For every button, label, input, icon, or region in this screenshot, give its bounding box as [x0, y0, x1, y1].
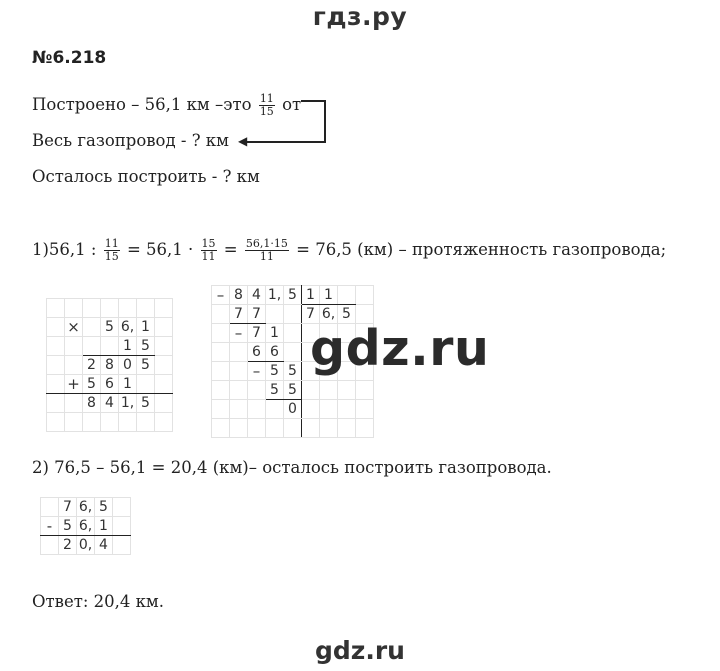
- fraction-numerator: 11: [259, 92, 274, 105]
- digit: 1,: [119, 394, 137, 413]
- fraction-11-15: [259, 93, 275, 118]
- built-text: Построено – 56,1 км –это: [32, 95, 252, 114]
- fraction-denominator: 11: [259, 250, 274, 263]
- condition-line-whole: Весь газопровод - ? км: [32, 131, 229, 150]
- digit: 8: [230, 286, 248, 305]
- bracket-bottom-line: [246, 141, 326, 143]
- multiplication-grid: [46, 298, 173, 432]
- fraction-numerator: 15: [201, 237, 216, 250]
- bracket-vertical-line: [324, 100, 326, 142]
- minus-sign: –: [212, 286, 230, 305]
- minus-sign: -: [41, 517, 59, 536]
- digit: 4: [248, 286, 266, 305]
- minus-sign: –: [248, 362, 266, 381]
- step1-result: = 76,5 (км) – протяженность газопровода;: [296, 240, 667, 259]
- digit: 4: [101, 394, 119, 413]
- digit: 5: [266, 381, 284, 400]
- digit: 8: [101, 356, 119, 375]
- digit: 5: [284, 286, 302, 305]
- digit: 1: [119, 337, 137, 356]
- bracket-top-line: [301, 100, 326, 102]
- fraction-11-15: [104, 238, 120, 263]
- digit: 2: [59, 536, 77, 555]
- digit: 5: [137, 394, 155, 413]
- fraction-numerator: 56,1·15: [245, 237, 288, 250]
- fraction-15-11: [201, 238, 217, 263]
- step1-expression: [32, 238, 666, 263]
- arrow-left-icon: ◀: [238, 134, 248, 148]
- digit: 6: [248, 343, 266, 362]
- digit: 7: [248, 305, 266, 324]
- digit: 1,: [266, 286, 284, 305]
- fraction-denominator: 15: [259, 105, 274, 118]
- site-footer: gdz.ru: [315, 636, 405, 665]
- digit: 6,: [119, 318, 137, 337]
- digit: 5: [101, 318, 119, 337]
- step1-mid1: = 56,1 ·: [126, 240, 194, 259]
- digit: 6,: [77, 517, 95, 536]
- digit: 7: [248, 324, 266, 343]
- digit: 1: [302, 286, 320, 305]
- condition-line-remaining: Осталось построить - ? км: [32, 167, 260, 186]
- step1-mid2: =: [223, 240, 238, 259]
- digit: 1: [320, 286, 338, 305]
- digit: 6: [101, 375, 119, 394]
- digit: 6,: [77, 498, 95, 517]
- digit: 0: [284, 400, 302, 419]
- digit: 5: [284, 381, 302, 400]
- fraction-denominator: 11: [201, 250, 216, 263]
- step1-prefix: 1)56,1 :: [32, 240, 97, 259]
- site-header: гдз.ру: [312, 2, 408, 31]
- step2-expression: 2) 76,5 – 56,1 = 20,4 (км)– осталось построить газопровода.: [32, 458, 552, 477]
- digit: 2: [83, 356, 101, 375]
- digit: 5: [137, 337, 155, 356]
- digit: 5: [95, 498, 113, 517]
- digit: 6: [266, 343, 284, 362]
- digit: 0: [119, 356, 137, 375]
- digit: 7: [230, 305, 248, 324]
- digit: 1: [137, 318, 155, 337]
- digit: 5: [338, 305, 356, 324]
- digit: 8: [83, 394, 101, 413]
- fraction-numerator: 11: [104, 237, 119, 250]
- digit: 1: [95, 517, 113, 536]
- minus-sign: –: [230, 324, 248, 343]
- of-text: от: [282, 95, 302, 114]
- digit: 5: [266, 362, 284, 381]
- condition-line-built: [32, 93, 301, 118]
- times-sign: ×: [65, 318, 83, 337]
- digit: 7: [302, 305, 320, 324]
- watermark: gdz.ru: [310, 320, 490, 377]
- subtraction-grid: [40, 497, 131, 555]
- digit: 5: [83, 375, 101, 394]
- digit: 5: [137, 356, 155, 375]
- fraction-denominator: 15: [104, 250, 119, 263]
- digit: 1: [266, 324, 284, 343]
- digit: 6,: [320, 305, 338, 324]
- digit: 1: [119, 375, 137, 394]
- digit: 0,: [77, 536, 95, 555]
- digit: 4: [95, 536, 113, 555]
- plus-sign: +: [65, 375, 83, 394]
- digit: 5: [59, 517, 77, 536]
- problem-number: №6.218: [32, 48, 107, 68]
- answer-text: Ответ: 20,4 км.: [32, 592, 165, 611]
- digit: 7: [59, 498, 77, 517]
- digit: 5: [284, 362, 302, 381]
- fraction-product: [245, 238, 289, 263]
